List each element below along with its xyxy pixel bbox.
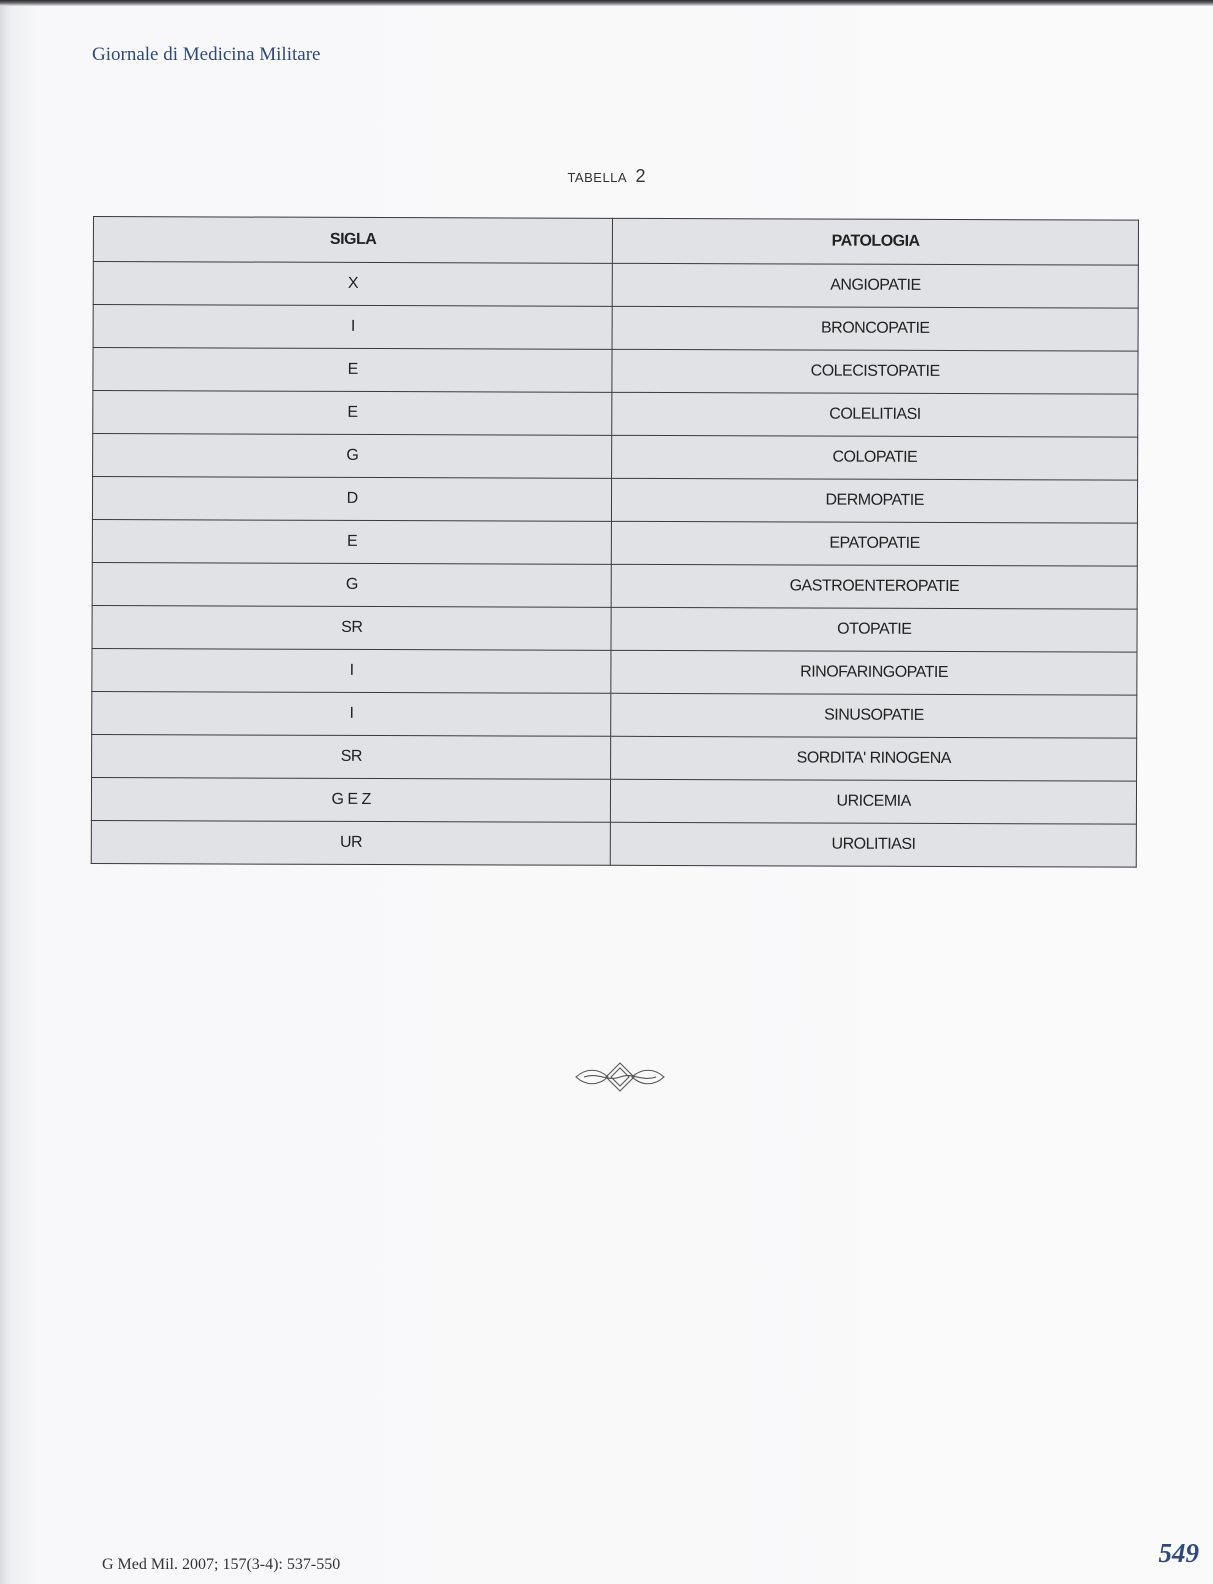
cell-sigla: G: [93, 434, 613, 479]
table-row: [93, 434, 1138, 481]
cell-patologia: URICEMIA: [611, 779, 1137, 824]
table-row: [92, 648, 1137, 695]
cell-sigla: UR: [91, 820, 611, 865]
table-row: [92, 605, 1137, 652]
table-row: [92, 477, 1137, 524]
cell-sigla: SR: [92, 734, 612, 779]
ornamental-divider-icon: [574, 1060, 666, 1094]
cell-patologia: ANGIOPATIE: [613, 263, 1139, 308]
column-header-sigla: SIGLA: [93, 217, 613, 264]
data-table: [91, 216, 1139, 868]
table-row: [91, 820, 1136, 867]
table-row: [93, 348, 1138, 395]
cell-patologia: COLOPATIE: [612, 435, 1138, 480]
table-row: [93, 262, 1138, 309]
cell-patologia: SINUSOPATIE: [611, 693, 1137, 738]
cell-patologia: UROLITIASI: [611, 822, 1137, 867]
cell-sigla: X: [93, 262, 613, 307]
cell-patologia: GASTROENTEROPATIE: [612, 564, 1138, 609]
cell-sigla: E: [93, 391, 613, 436]
cell-patologia: EPATOPATIE: [612, 521, 1138, 566]
cell-patologia: RINOFARINGOPATIE: [611, 650, 1137, 695]
table-row: [92, 691, 1137, 738]
journal-title: Giornale di Medicina Militare: [92, 44, 321, 65]
table-row: [93, 305, 1138, 352]
footer-citation: G Med Mil. 2007; 157(3-4): 537-550: [102, 1556, 341, 1573]
cell-patologia: SORDITA' RINOGENA: [611, 736, 1137, 781]
cell-patologia: COLECISTOPATIE: [612, 349, 1138, 394]
table-header-row: [93, 217, 1138, 266]
cell-patologia: DERMOPATIE: [612, 478, 1138, 523]
cell-patologia: BRONCOPATIE: [612, 306, 1138, 351]
column-header-patologia: PATOLOGIA: [613, 218, 1139, 265]
cell-sigla: I: [92, 648, 612, 693]
cell-sigla: E: [92, 519, 612, 564]
table-row: [92, 562, 1137, 609]
cell-patologia: OTOPATIE: [611, 607, 1137, 652]
cell-patologia: COLELITIASI: [612, 392, 1138, 437]
table-caption-word: TABELLA: [567, 170, 628, 185]
cell-sigla: I: [93, 305, 613, 350]
table-caption: [0, 166, 1213, 187]
cell-sigla: I: [92, 691, 612, 736]
cell-sigla: SR: [92, 605, 612, 650]
cell-sigla: G: [92, 562, 612, 607]
page-number: 549: [1158, 1538, 1199, 1568]
cell-sigla: G E Z: [91, 777, 611, 822]
table-row: [92, 519, 1137, 566]
cell-sigla: D: [92, 477, 612, 522]
table-row: [93, 391, 1138, 438]
page-top-edge: [0, 0, 1213, 6]
cell-sigla: E: [93, 348, 613, 393]
table-row: [92, 734, 1137, 781]
table-caption-number: 2: [635, 166, 646, 186]
table-row: [91, 777, 1136, 824]
